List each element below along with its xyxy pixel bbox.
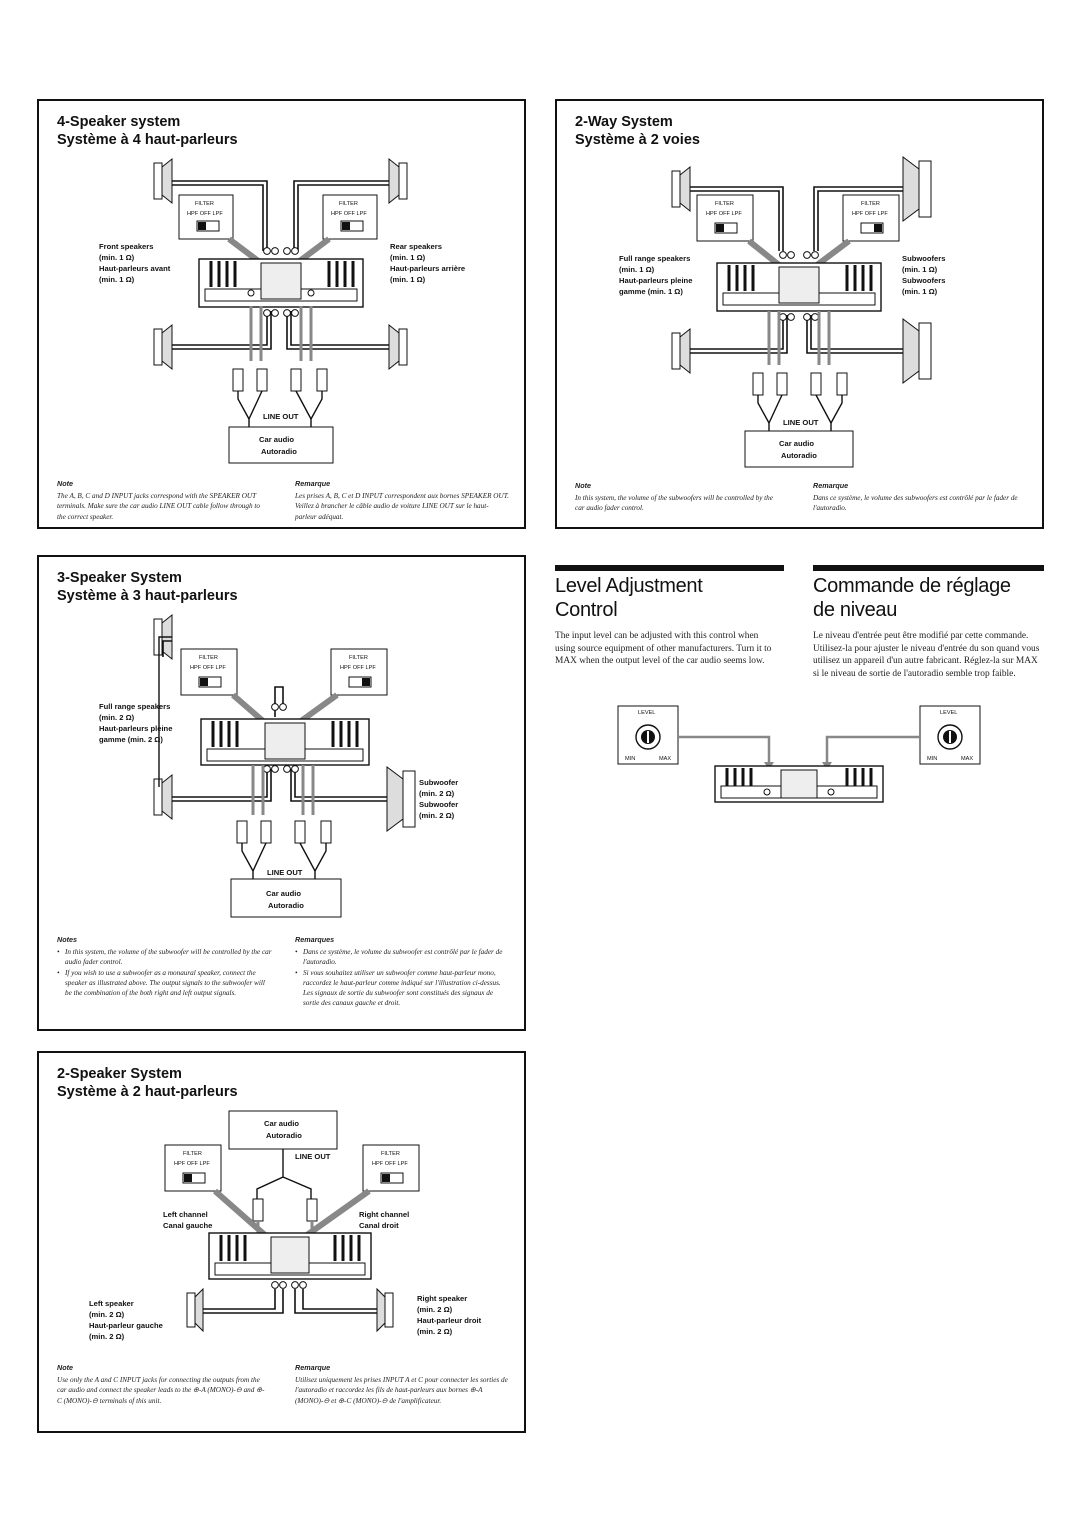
level-diagram [555,700,1044,810]
full-label-2: (min. 2 Ω) [99,713,135,722]
switch-labels: HPF OFF LPF [331,211,367,217]
autoradio-label: Autoradio [266,1131,302,1140]
rca-plugs [753,373,847,395]
full-label-4: gamme (min. 1 Ω) [619,287,683,296]
speaker-rear-top [389,159,407,203]
remarques-heading: Remarques [295,935,335,944]
filter-label: FILTER [381,1151,400,1157]
heading-level-en-2: Control [555,599,618,621]
remarque-heading: Remarque [813,481,849,490]
switch-labels: HPF OFF LPF [706,211,742,217]
sub-label-4: (min. 2 Ω) [419,811,455,820]
heading-level-fr-1: Commande de réglage [813,575,1011,597]
amplifier-unit [209,1233,371,1279]
full-label-4: gamme (min. 2 Ω) [99,735,163,744]
speaker-full-top [672,167,690,211]
heading-level-fr [813,574,1044,622]
front-label-4: (min. 1 Ω) [99,275,135,284]
left-speaker-3: Haut-parleur gauche [89,1321,163,1330]
subwoofer [387,767,415,831]
front-label-1: Front speakers [99,242,154,251]
car-audio-label: Car audio [266,889,302,898]
switch-labels: HPF OFF LPF [372,1161,408,1167]
right-speaker-4: (min. 2 Ω) [417,1327,453,1336]
remarque-item: • Dans ce système, le volume du subwoofer est contrôlé par le fader de l'autoradio. [303,947,510,967]
car-audio-label: Car audio [779,439,815,448]
filter-box-right [363,1145,419,1191]
filter-label: FILTER [199,655,218,661]
filter-box-full [181,649,237,695]
full-label-1: Full range speakers [99,702,171,711]
note-en [575,481,775,514]
heading-level-en [555,574,784,622]
sub-label-2: (min. 1 Ω) [902,265,938,274]
filter-label: FILTER [349,655,368,661]
right-channel-en: Right channel [359,1210,410,1219]
filter-box-full [697,195,753,241]
sub-label-1: Subwoofer [419,778,459,787]
filter-box-rear [323,195,377,239]
right-channel-fr: Canal droit [359,1221,399,1230]
switch-labels: HPF OFF LPF [174,1161,210,1167]
panel-2-speaker [37,1051,526,1433]
car-audio-box [229,427,333,463]
full-label-2: (min. 1 Ω) [619,265,655,274]
notes-heading: Notes [57,935,77,944]
rear-label-2: (min. 1 Ω) [390,253,426,262]
note-heading: Note [575,481,591,490]
note-heading: Note [57,1363,73,1372]
knob-min: MIN [625,756,636,762]
line-out-label: LINE OUT [267,868,303,877]
note-item: • If you wish to use a subwoofer as a monaural speaker, connect the speaker as illustrated above. The output signals to the subwoofer will be the combination of the both right and left output signals. [65,968,272,999]
amplifier-unit [199,259,363,307]
title-en: 2-Way System [575,114,673,130]
note-item: • In this system, the volume of the subwoofer will be controlled by the car audio fader control. [65,947,272,967]
title-en: 3-Speaker System [57,570,182,586]
left-speaker-1: Left speaker [89,1299,134,1308]
left-channel-en: Left channel [163,1210,208,1219]
car-audio-label: Car audio [264,1119,300,1128]
remarques-fr [295,935,510,1008]
remarque-text: Utilisez uniquement les prises INPUT A et C pour connecter les sorties de l'autoradio et raccordez les fils de haut-parleurs aux bornes ⊕-A (MONO)-⊖ et ⊕-C (MONO)-⊖ de l'amplificateur. [295,1376,508,1405]
subwoofer-bottom [903,319,931,383]
notes-en [57,935,272,998]
sub-label-3: Subwoofers [902,276,946,285]
speaker-full-bottom [672,329,690,373]
filter-label: FILTER [339,201,358,207]
right-speaker-1: Right speaker [417,1294,468,1303]
left-channel-fr: Canal gauche [163,1221,213,1230]
sub-label-4: (min. 1 Ω) [902,287,938,296]
panel-3-speaker [37,555,526,1031]
line-out-label: LINE OUT [295,1152,331,1161]
line-out-label: LINE OUT [783,418,819,427]
car-audio-label: Car audio [259,435,295,444]
section-rule-en [555,565,784,571]
filter-box-sub [843,195,899,241]
remarque-heading: Remarque [295,1363,331,1372]
note-heading: Note [57,479,73,488]
right-speaker-2: (min. 2 Ω) [417,1305,453,1314]
rca-plugs [233,369,327,391]
knob-max: MAX [659,756,672,762]
remarque-fr [295,479,510,522]
switch-labels: HPF OFF LPF [340,665,376,671]
knob-label: LEVEL [940,710,958,716]
autoradio-label: Autoradio [781,451,817,460]
level-knob-left [618,706,678,764]
filter-label: FILTER [195,201,214,207]
amplifier-unit [201,719,369,765]
car-audio-box [231,879,341,917]
rear-label-4: (min. 1 Ω) [390,275,426,284]
amplifier-unit [717,263,881,311]
full-label-1: Full range speakers [619,254,691,263]
filter-box-left [165,1145,221,1191]
title-fr: Système à 4 haut-parleurs [57,132,238,148]
filter-label: FILTER [715,201,734,207]
left-speaker-4: (min. 2 Ω) [89,1332,125,1341]
line-out-label: LINE OUT [263,412,299,421]
speaker-right [377,1289,393,1331]
note-text: The A, B, C and D INPUT jacks correspond with the SPEAKER OUT terminals. Make sure the car audio LINE OUT cable follow through to the correct speaker. [57,492,260,521]
speaker-left [187,1289,203,1331]
speaker-rear-bottom [389,325,407,369]
car-audio-box [229,1111,337,1149]
speaker-full-bottom [154,775,172,819]
filter-label: FILTER [861,201,880,207]
title-fr: Système à 2 haut-parleurs [57,1084,238,1100]
remarque-text: Dans ce système, le volume des subwoofers est contrôlé par le fader de l'autoradio. [813,494,1018,513]
autoradio-label: Autoradio [261,447,297,456]
speaker-front-top [154,159,172,203]
level-knob-right [920,706,980,764]
front-label-3: Haut-parleurs avant [99,264,171,273]
remarque-fr [813,481,1028,514]
remarque-heading: Remarque [295,479,331,488]
note-en [57,479,262,522]
filter-box-sub [331,649,387,695]
rca-plugs [237,821,331,843]
rear-label-1: Rear speakers [390,242,442,251]
remarque-text: Les prises A, B, C et D INPUT correspondent aux bornes SPEAKER OUT. Veillez à brancher le câble audio de voiture LINE OUT sur le haut-parleur adéquat. [295,492,509,521]
sub-label-3: Subwoofer [419,800,459,809]
filter-label: FILTER [183,1151,202,1157]
switch-labels: HPF OFF LPF [187,211,223,217]
note-en [57,1363,267,1406]
full-label-3: Haut-parleurs pleine [619,276,693,285]
filter-box-front [179,195,233,239]
note-text: In this system, the volume of the subwoofers will be controlled by the car audio fader control. [575,494,773,513]
remarque-fr [295,1363,510,1406]
knob-min: MIN [927,756,938,762]
knob-max: MAX [961,756,974,762]
left-speaker-2: (min. 2 Ω) [89,1310,125,1319]
title-fr: Système à 3 haut-parleurs [57,588,238,604]
section-rule-fr [813,565,1044,571]
wiring-diagram-4-speaker [39,101,528,531]
panel-4-speaker [37,99,526,529]
amplifier-unit [715,766,883,802]
level-body-fr: Le niveau d'entrée peut être modifié par cette commande. Utilisez-la pour ajuster le niveau d'entrée du son quand vous utilisez un appareil d'un autre fabricant. Réglez-la sur MAX si le niveau de sortie de l'autoradio semble trop faible. [813,631,1040,679]
title-en: 2-Speaker System [57,1066,182,1082]
panel-2-way [555,99,1044,529]
note-text: Use only the A and C INPUT jacks for connecting the outputs from the car audio and connect the speaker leads to the ⊕-A (MONO)-⊖ and ⊕-C (MONO)-⊖ terminals of this unit. [57,1376,265,1405]
remarque-item: • Si vous souhaitez utiliser un subwoofer comme haut-parleur mono, raccordez le haut-parleur comme indiqué sur l'illustration ci-dessus. Les signaux de sortie du subwoofer sont constitués des signaux de sortie des canaux gauche et droit. [303,968,510,1009]
full-label-3: Haut-parleurs pleine [99,724,173,733]
rear-label-3: Haut-parleurs arrière [390,264,466,273]
level-body-en: The input level can be adjusted with this control when using source equipment of other manufacturers. Turn it to MAX when the output level of the car audio seems low. [555,631,772,667]
sub-label-2: (min. 2 Ω) [419,789,455,798]
subwoofer-top [903,157,931,221]
heading-level-en-1: Level Adjustment [555,575,703,597]
front-label-2: (min. 1 Ω) [99,253,135,262]
sub-label-1: Subwoofers [902,254,946,263]
title-fr: Système à 2 voies [575,132,700,148]
car-audio-box [745,431,853,467]
heading-level-fr-2: de niveau [813,599,898,621]
speaker-front-bottom [154,325,172,369]
autoradio-label: Autoradio [268,901,304,910]
wiring-diagram-2-way [557,101,1046,531]
rca-plugs [253,1199,317,1221]
switch-labels: HPF OFF LPF [190,665,226,671]
title-en: 4-Speaker system [57,114,181,130]
right-speaker-3: Haut-parleur droit [417,1316,482,1325]
knob-label: LEVEL [638,710,656,716]
switch-labels: HPF OFF LPF [852,211,888,217]
